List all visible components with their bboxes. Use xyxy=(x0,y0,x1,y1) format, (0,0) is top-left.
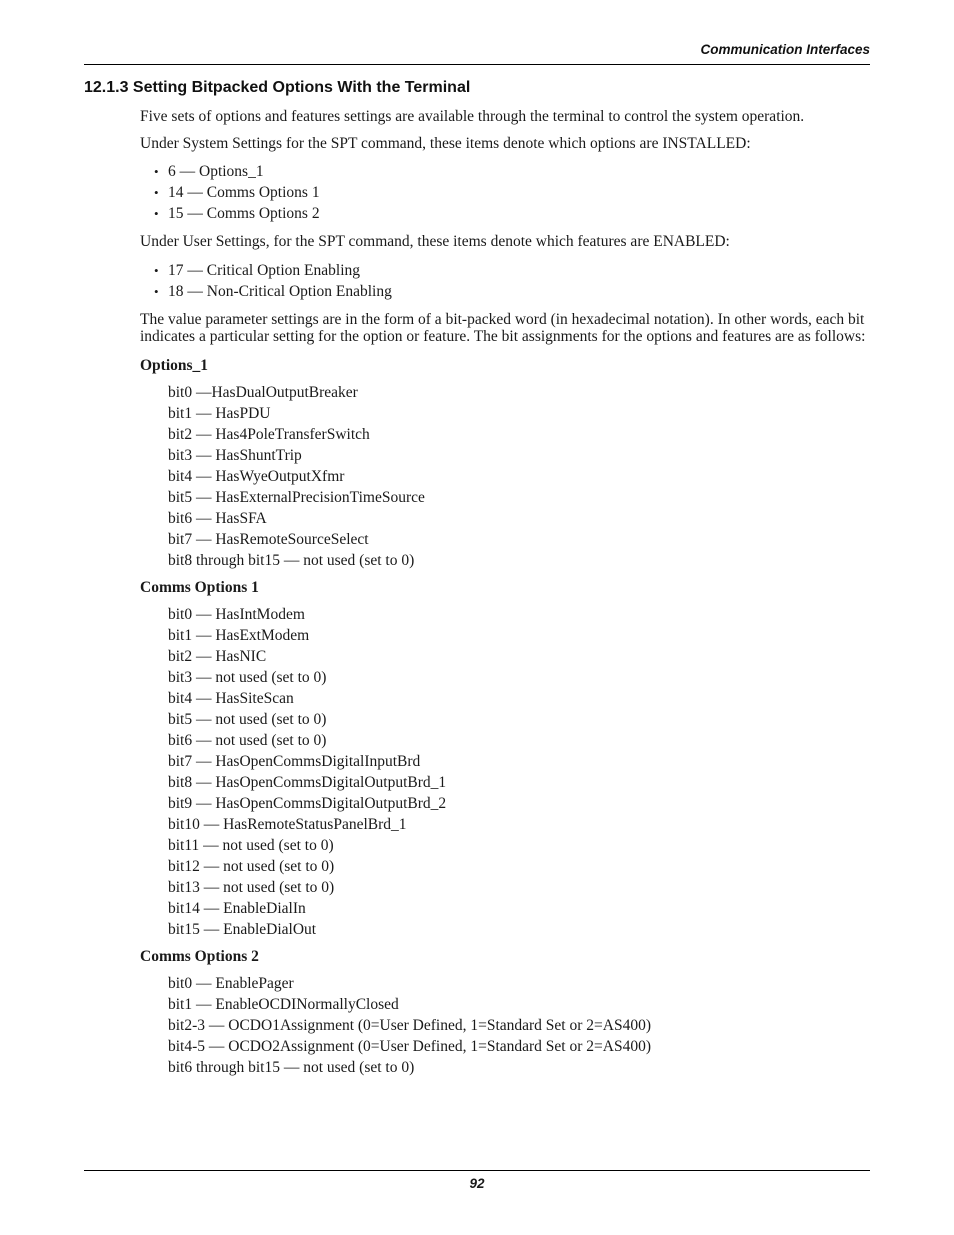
list-item: bit1 — EnableOCDINormallyClosed xyxy=(168,995,399,1013)
bullet-icon: • xyxy=(154,283,159,299)
installed-intro: Under System Settings for the SPT command, these items denote which options are INSTALLED: xyxy=(140,134,751,152)
list-item: bit5 — HasExternalPrecisionTimeSource xyxy=(168,488,425,506)
list-item: bit6 — not used (set to 0) xyxy=(168,731,327,749)
list-item: • 18 — Non-Critical Option Enabling xyxy=(154,282,392,300)
document-body xyxy=(140,108,870,1084)
list-item: • 6 — Options_1 xyxy=(154,163,264,181)
running-header: Communication Interfaces xyxy=(700,42,870,57)
bullet-icon: • xyxy=(154,206,159,222)
intro-paragraph: Five sets of options and features settings are available through the terminal to control the system operation. xyxy=(140,108,805,125)
bullet-icon: • xyxy=(154,185,159,201)
list-item: bit2-3 — OCDO1Assignment (0=User Defined, 1=Standard Set or 2=AS400) xyxy=(168,1016,651,1034)
list-item: bit0 — HasIntModem xyxy=(168,605,305,623)
options-1-list xyxy=(140,382,870,571)
list-item: bit8 through bit15 — not used (set to 0) xyxy=(168,551,415,569)
list-item: • 15 — Comms Options 2 xyxy=(154,205,320,223)
list-item: bit8 — HasOpenCommsDigitalOutputBrd_1 xyxy=(168,773,447,791)
list-item: bit4-5 — OCDO2Assignment (0=User Defined, 1=Standard Set or 2=AS400) xyxy=(168,1037,651,1055)
list-item: bit0 — EnablePager xyxy=(168,974,294,992)
list-item: bit1 — HasExtModem xyxy=(168,626,310,644)
list-item: bit7 — HasRemoteSourceSelect xyxy=(168,530,369,548)
list-item: bit6 — HasSFA xyxy=(168,509,267,527)
list-item: bit6 through bit15 — not used (set to 0) xyxy=(168,1058,415,1076)
section-title: 12.1.3 Setting Bitpacked Options With the Terminal xyxy=(84,79,471,96)
bullet-icon: • xyxy=(154,262,159,278)
list-item: bit4 — HasWyeOutputXfmr xyxy=(168,467,345,485)
list-item: bit7 — HasOpenCommsDigitalInputBrd xyxy=(168,752,421,770)
list-item: bit5 — not used (set to 0) xyxy=(168,710,327,728)
list-item: bit2 — Has4PoleTransferSwitch xyxy=(168,425,370,443)
bullet-icon: • xyxy=(154,164,159,180)
installed-list xyxy=(140,161,870,224)
value-description: The value parameter settings are in the form of a bit-packed word (in hexadecimal notation). In other words, each bit indicates a particular setting for the option or feature. The bit assignments for the options and features are as follows: xyxy=(140,310,866,346)
comms-options-1-list xyxy=(140,604,870,940)
list-item: bit2 — HasNIC xyxy=(168,647,267,665)
list-item: bit4 — HasSiteScan xyxy=(168,689,294,707)
page-number: 92 xyxy=(469,1176,485,1191)
list-item: bit0 —HasDualOutputBreaker xyxy=(168,383,358,401)
list-item: bit13 — not used (set to 0) xyxy=(168,878,335,896)
footer-rule xyxy=(84,1170,870,1171)
list-item: bit10 — HasRemoteStatusPanelBrd_1 xyxy=(168,815,407,833)
header-rule xyxy=(84,64,870,65)
list-item: • 14 — Comms Options 1 xyxy=(154,184,320,202)
list-item: bit12 — not used (set to 0) xyxy=(168,857,335,875)
list-item: bit9 — HasOpenCommsDigitalOutputBrd_2 xyxy=(168,794,447,812)
comms-options-1-heading: Comms Options 1 xyxy=(140,578,259,596)
list-item: bit14 — EnableDialIn xyxy=(168,899,306,917)
list-item: • 17 — Critical Option Enabling xyxy=(154,261,361,279)
comms-options-2-list xyxy=(140,973,870,1078)
list-item: bit11 — not used (set to 0) xyxy=(168,836,334,854)
list-item: bit15 — EnableDialOut xyxy=(168,920,317,938)
list-item: bit3 — HasShuntTrip xyxy=(168,446,302,464)
enabled-intro: Under User Settings, for the SPT command, these items denote which features are ENABLED: xyxy=(140,233,730,251)
comms-options-2-heading: Comms Options 2 xyxy=(140,947,259,965)
options-1-heading: Options_1 xyxy=(140,356,209,374)
list-item: bit1 — HasPDU xyxy=(168,404,271,422)
list-item: bit3 — not used (set to 0) xyxy=(168,668,327,686)
enabled-list xyxy=(140,260,870,302)
